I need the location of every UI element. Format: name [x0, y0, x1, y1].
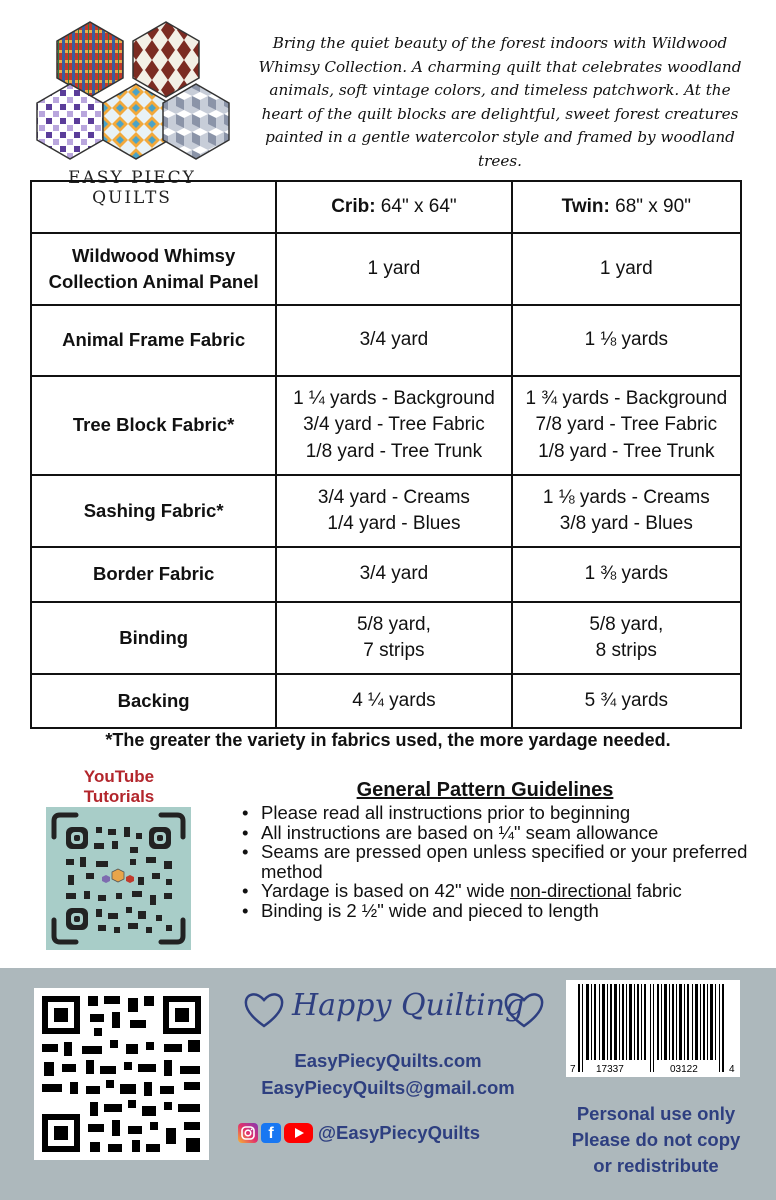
youtube-play-glyph [284, 1123, 313, 1143]
table-row [31, 376, 741, 475]
product-barcode [566, 980, 740, 1077]
cell-text: 5 ¾ yards [584, 689, 669, 711]
barcode-digit: 03122 [670, 1064, 698, 1075]
row-label: Sashing Fabric* [83, 499, 224, 521]
cell-text: 1/8 yard - Tree Trunk [305, 440, 483, 462]
crib-size: 64" x 64" [375, 195, 457, 217]
crib-cell [276, 674, 511, 728]
row-header [31, 674, 276, 728]
social-links [238, 1122, 480, 1144]
cell-text: 1 yard [599, 257, 653, 279]
list-item-text: Yardage is based on 42" wide [261, 880, 510, 901]
yardage-footnote: *The greater the variety in fabrics used, the more yardage needed. [105, 730, 671, 750]
guidelines-title: General Pattern Guidelines [356, 779, 614, 801]
happy-quilting-banner [240, 978, 550, 1034]
heart-icon [242, 988, 286, 1032]
twin-cell [512, 305, 741, 376]
row-label: Border Fabric [92, 563, 215, 585]
crib-cell [276, 305, 511, 376]
row-header [31, 602, 276, 674]
happy-quilting-text: Happy Quilting [292, 988, 525, 1023]
tutorials-line: YouTube [83, 767, 155, 786]
cell-text: 3/4 yard [359, 563, 429, 585]
column-header-crib [276, 181, 511, 233]
youtube-tutorials-label [56, 767, 182, 807]
intro-paragraph: Bring the quiet beauty of the forest indoors with Wildwood Whimsy Collection. A charming quilt that celebrates woodland animals, soft vintage colors, and timeless patchwork. At the heart of the quilt blocks are delightful, sweet forest creatures painted in a gentle watercolor style and framed by woodland trees. [258, 34, 742, 170]
table-row [31, 233, 741, 305]
cell-text: 1/4 yard - Blues [327, 513, 461, 534]
cell-text: 8 strips [595, 640, 657, 661]
list-item [240, 881, 760, 901]
brand-logo [32, 20, 232, 208]
tutorials-line: Tutorials [83, 787, 155, 806]
row-header [31, 475, 276, 547]
twin-cell [512, 233, 741, 305]
crib-cell [276, 547, 511, 602]
cell-text: 1 ⅜ yards [584, 563, 669, 585]
table-corner-cell [31, 181, 276, 233]
twin-cell [512, 376, 741, 475]
website-qr-code[interactable] [34, 988, 209, 1160]
notice-line: Personal use only [576, 1103, 736, 1124]
cell-text: 3/4 yard - Creams [317, 486, 470, 508]
youtube-qr-code[interactable] [46, 807, 191, 950]
cell-text: 5/8 yard, [356, 613, 431, 635]
instagram-icon[interactable] [238, 1123, 258, 1143]
row-header [31, 547, 276, 602]
cell-text: 1 yard [367, 257, 421, 279]
list-item: • Seams are pressed open unless specified or your preferred method [240, 842, 760, 881]
twin-cell [512, 475, 741, 547]
row-label: Wildwood Whimsy [72, 244, 236, 266]
row-label: Binding [119, 626, 189, 648]
email-link[interactable]: EasyPiecyQuilts@gmail.com [261, 1077, 515, 1098]
cell-text: 7 strips [363, 640, 425, 661]
qr-code-icon [34, 988, 209, 1160]
cell-text: 1 ⅛ yards - Creams [542, 486, 710, 508]
brand-name: EASY PIECY QUILTS [68, 168, 196, 208]
cell-text: 3/4 yard - Tree Fabric [303, 414, 485, 436]
cell-text: 1 ⅛ yards [584, 329, 669, 351]
crib-cell [276, 233, 511, 305]
table-row [31, 602, 741, 674]
row-label: Animal Frame Fabric [62, 329, 246, 351]
row-header [31, 305, 276, 376]
social-handle[interactable]: @EasyPiecyQuilts [318, 1122, 481, 1143]
column-header-twin [512, 181, 741, 233]
table-header-row [31, 181, 741, 233]
twin-cell [512, 602, 741, 674]
hexagon-quilt-logo-icon [32, 20, 232, 170]
twin-cell [512, 674, 741, 728]
row-label: Backing [117, 689, 190, 711]
usage-notice [556, 1101, 756, 1179]
list-item: • Please read all instructions prior to beginning [240, 803, 760, 823]
heart-icon [502, 988, 546, 1032]
twin-size: 68" x 90" [609, 195, 691, 217]
table-row [31, 305, 741, 376]
cell-text: 7/8 yard - Tree Fabric [535, 414, 718, 436]
cell-text: 3/8 yard - Blues [559, 513, 693, 534]
row-header [31, 376, 276, 475]
barcode-digit: 7 [570, 1064, 576, 1075]
barcode-digit: 17337 [596, 1064, 624, 1075]
table-row [31, 547, 741, 602]
cell-text: 5/8 yard, [589, 613, 664, 635]
cell-text: 4 ¼ yards [352, 689, 436, 711]
notice-line: Please do not copy [571, 1129, 741, 1150]
crib-cell [276, 475, 511, 547]
facebook-icon[interactable]: f [261, 1123, 281, 1143]
cell-text: 3/4 yard [359, 329, 429, 351]
table-row [31, 674, 741, 728]
row-label: Collection Animal Panel [48, 271, 259, 292]
guidelines-list [240, 803, 760, 920]
crib-cell [276, 376, 511, 475]
yardage-table [30, 180, 742, 729]
instagram-glyph [238, 1123, 258, 1143]
row-label: Tree Block Fabric* [72, 414, 235, 436]
youtube-icon[interactable] [284, 1123, 313, 1143]
barcode-digit: 4 [729, 1064, 735, 1075]
website-link[interactable]: EasyPiecyQuilts.com [294, 1050, 482, 1071]
cell-text: 1 ¼ yards - Background [293, 387, 495, 409]
list-item-text: fabric [631, 880, 682, 901]
list-item: • All instructions are based on ¼" seam allowance [240, 823, 760, 843]
row-header [31, 233, 276, 305]
cell-text: 1 ¾ yards - Background [525, 387, 728, 409]
non-directional-underlined: non-directional [509, 880, 632, 901]
qr-code-icon [46, 807, 191, 950]
twin-label: Twin: [561, 195, 610, 217]
barcode-icon [566, 980, 740, 1077]
cell-text: 1/8 yard - Tree Trunk [538, 440, 715, 462]
footer-band [0, 968, 776, 1200]
notice-line: or redistribute [593, 1155, 719, 1176]
twin-cell [512, 547, 741, 602]
crib-label: Crib: [331, 195, 376, 217]
list-item: • Binding is 2 ½" wide and pieced to length [240, 901, 760, 921]
table-row [31, 475, 741, 547]
crib-cell [276, 602, 511, 674]
